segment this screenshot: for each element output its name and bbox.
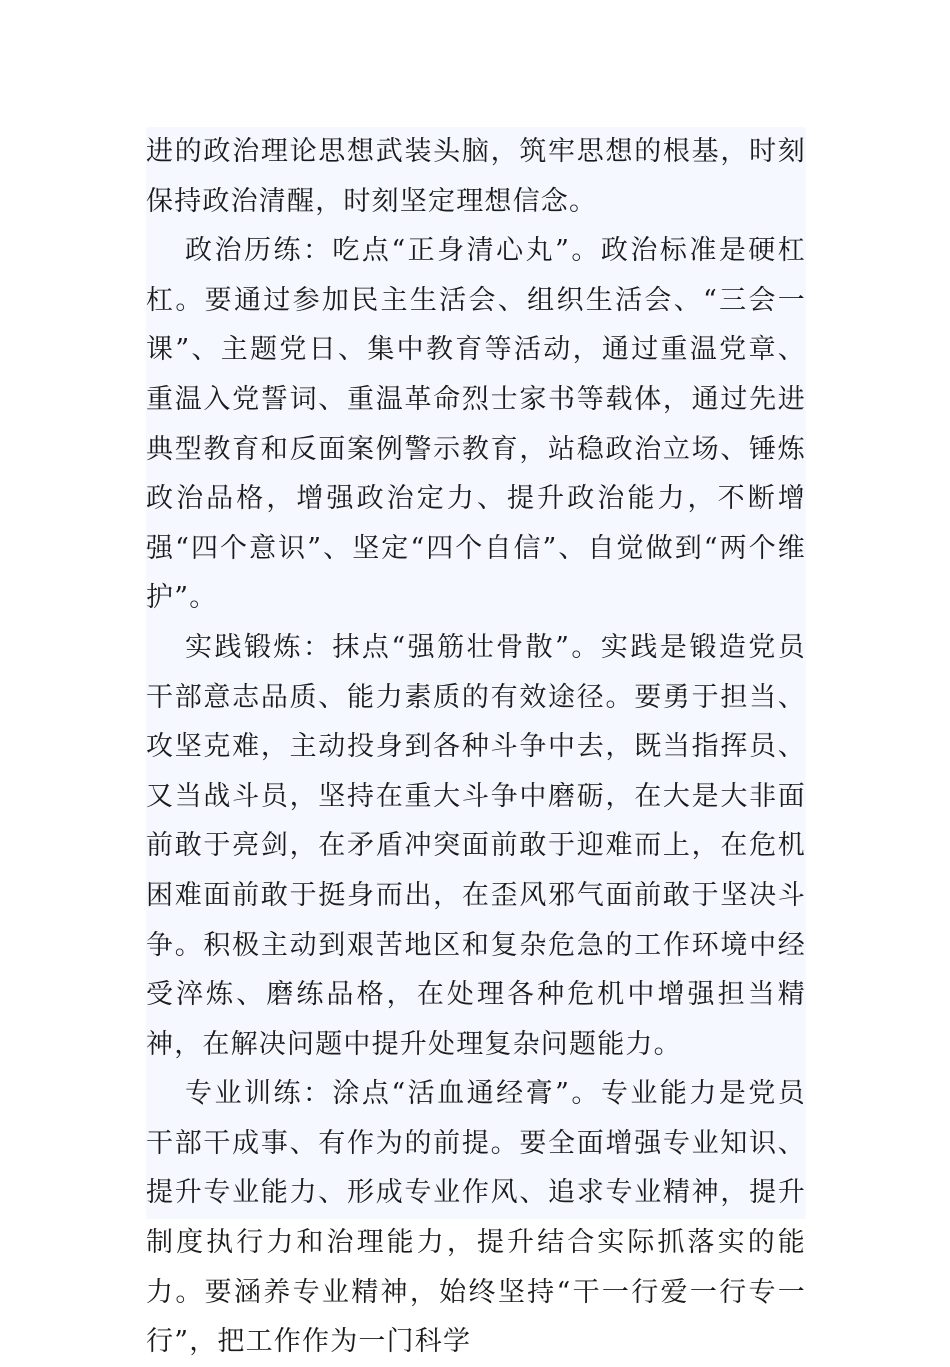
- paragraph-theory-continued: 进的政治理论思想武装头脑，筑牢思想的根基，时刻保持政治清醒，时刻坚定理想信念。: [146, 136, 806, 217]
- body-text-block: [146, 127, 806, 1358]
- paragraph-practice-training: 实践锻炼：抹点“强筋壮骨散”。实践是锻造党员干部意志品质、能力素质的有效途径。要勇于担当、攻坚克难，主动投身到各种斗争中去，既当指挥员、又当战斗员，坚持在重大斗争中磨砺，在大是大非面前敢于亮剑，在矛盾冲突面前敢于迎难而上，在危机困难面前敢于挺身而出，在歪风邪气面前敢于坚决斗争。积极主动到艰苦地区和复杂危急的工作环境中经受淬炼、磨练品格，在处理各种危机中增强担当精神，在解决问题中提升处理复杂问题能力。: [146, 631, 806, 1060]
- paragraph-political-training: 政治历练：吃点“正身清心丸”。政治标准是硬杠杠。要通过参加民主生活会、组织生活会、“三会一课”、主题党日、集中教育等活动，通过重温党章、重温入党誓词、重温革命烈士家书等载体，通过先进典型教育和反面案例警示教育，站稳政治立场、锤炼政治品格，增强政治定力、提升政治能力，不断增强“四个意识”、坚定“四个自信”、自觉做到“两个维护”。: [146, 235, 806, 614]
- paragraph-professional-training: 专业训练：涂点“活血通经膏”。专业能力是党员干部干成事、有作为的前提。要全面增强专业知识、提升专业能力、形成专业作风、追求专业精神，提升制度执行力和治理能力，提升结合实际抓落实的能力。要涵养专业精神，始终坚持“干一行爱一行专一行”，把工作作为一门科学: [146, 1078, 806, 1358]
